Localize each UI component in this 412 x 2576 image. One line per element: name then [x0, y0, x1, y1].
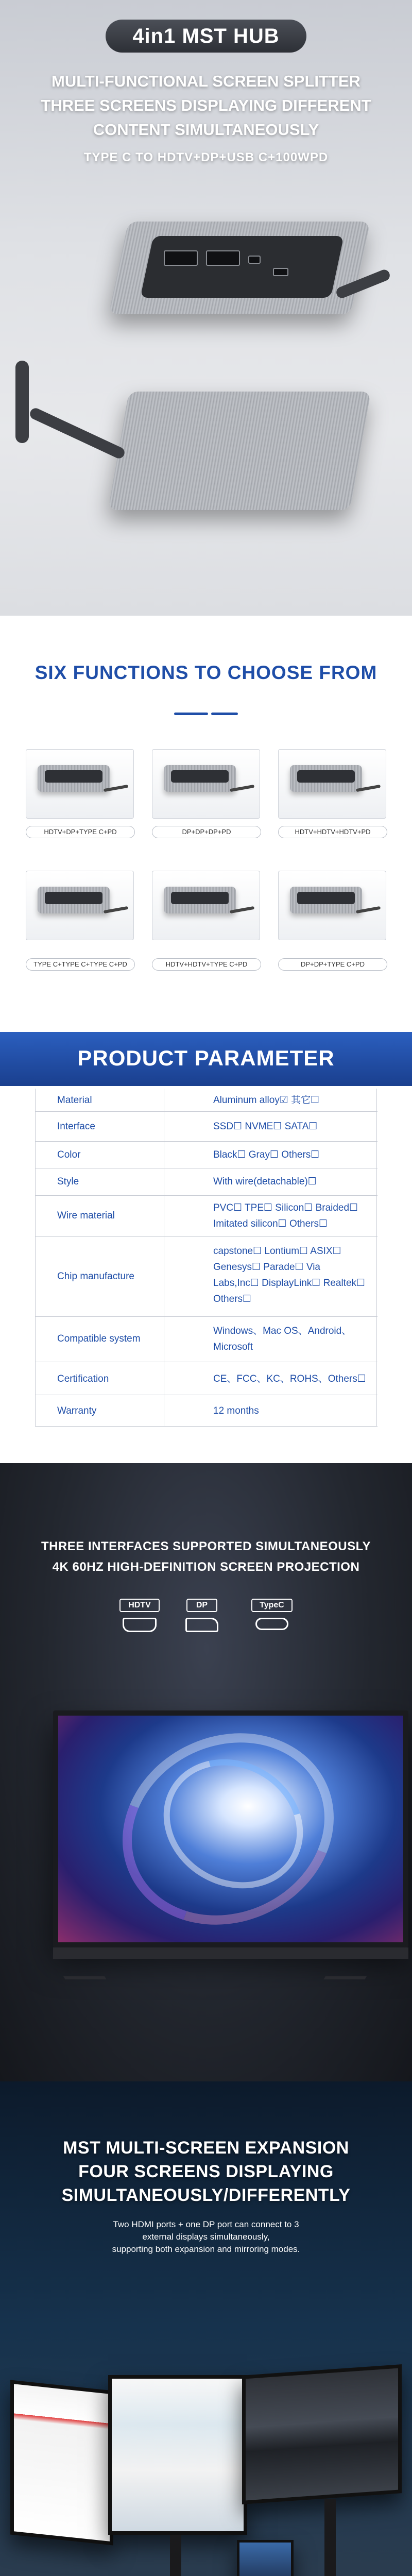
param-key: Certification [57, 1374, 109, 1384]
hdmi-port-icon [123, 1618, 157, 1632]
param-value: SSD☐ NVME☐ SATA☐ [213, 1121, 318, 1132]
function-card-1 [26, 749, 134, 819]
param-key: Style [57, 1176, 79, 1187]
table-row [36, 1142, 377, 1168]
function-card-6 [278, 871, 386, 940]
table-row [36, 1089, 377, 1112]
table-row [36, 1362, 377, 1395]
section-title: PRODUCT PARAMETER [77, 1046, 335, 1070]
interfaces-headline-2: 4K 60HZ HIGH-DEFINITION SCREEN PROJECTION [52, 1560, 360, 1574]
param-value: With wire(detachable)☐ [213, 1176, 317, 1187]
table-row [36, 1168, 377, 1196]
hero-spec-line: TYPE C TO HDTV+DP+USB C+100WPD [83, 150, 329, 164]
function-card-5 [152, 871, 260, 940]
tv-stand-right [323, 1959, 376, 1979]
param-key: Interface [57, 1121, 95, 1132]
hero-headline-1: MULTI-FUNCTIONAL SCREEN SPLITTER [52, 72, 360, 90]
parameter-table [35, 1089, 377, 1427]
mst-description-3: supporting both expansion and mirroring modes. [112, 2244, 300, 2254]
monitor-stand [324, 2499, 336, 2576]
param-value: 12 months [213, 1405, 259, 1416]
monitor-center [108, 2375, 247, 2535]
function-card-2 [152, 749, 260, 819]
hero-headline-2: THREE SCREENS DISPLAYING DIFFERENT [41, 96, 371, 114]
title-underline [174, 713, 208, 715]
param-value: Windows、Mac OS、Android、Microsoft [213, 1326, 352, 1352]
table-row [36, 1317, 377, 1362]
table-row [36, 1237, 377, 1317]
table-row [36, 1112, 377, 1142]
section-title: SIX FUNCTIONS TO CHOOSE FROM [35, 662, 377, 683]
mst-headline-3: SIMULTANEOUSLY/DIFFERENTLY [61, 2185, 351, 2205]
mst-section [0, 2081, 412, 2576]
monitor-right [242, 2364, 402, 2504]
function-label-5: HDTV+HDTV+TYPE C+PD [152, 958, 261, 971]
param-key: Wire material [57, 1210, 115, 1221]
table-row [36, 1196, 377, 1237]
monitor-left [10, 2380, 113, 2545]
table-row [36, 1395, 377, 1427]
badge-dp: DP [186, 1599, 217, 1612]
mst-description-1: Two HDMI ports + one DP port can connect to 3 [113, 2219, 299, 2229]
function-card-3 [278, 749, 386, 819]
badge-hdtv: HDTV [119, 1599, 160, 1612]
mst-description-2: external displays simultaneously, [142, 2232, 270, 2242]
hero-headline-3: CONTENT SIMULTANEOUSLY [93, 121, 319, 139]
badge-typec: TypeC [251, 1599, 293, 1612]
hero-section [0, 0, 412, 616]
param-key: Color [57, 1149, 81, 1160]
function-label-6: DP+DP+TYPE C+PD [278, 958, 387, 971]
function-label-4: TYPE C+TYPE C+TYPE C+PD [26, 958, 135, 971]
param-value: capstone☐ Lontium☐ ASIX☐ Genesys☐ Parade☐ Via Labs,Inc☐ DisplayLink☐ Realtek☐ Others☐ [213, 1246, 366, 1304]
function-label-1: HDTV+DP+TYPE C+PD [26, 826, 135, 838]
laptop [237, 2540, 294, 2576]
title-underline [211, 713, 238, 715]
dp-port-icon [185, 1618, 218, 1632]
function-label-2: DP+DP+DP+PD [152, 826, 261, 838]
three-interfaces-section [0, 1463, 412, 2081]
param-value: PVC☐ TPE☐ Silicon☐ Braided☐ Imitated silicon☐ Others☐ [213, 1202, 358, 1229]
function-card-4 [26, 871, 134, 940]
function-label-3: HDTV+HDTV+HDTV+PD [278, 826, 387, 838]
interfaces-headline-1: THREE INTERFACES SUPPORTED SIMULTANEOUSLY [41, 1539, 371, 1553]
tv-stand-left [53, 1959, 106, 1979]
param-value: CE、FCC、KC、ROHS、Others☐ [213, 1374, 366, 1384]
param-value: Aluminum alloy☑ 其它☐ [213, 1095, 320, 1106]
param-key: Chip manufacture [57, 1271, 134, 1282]
tv-bottom-bezel [53, 1947, 408, 1959]
tv-display [53, 1710, 408, 1947]
mst-headline-2: FOUR SCREENS DISPLAYING [78, 2162, 334, 2181]
param-key: Warranty [57, 1405, 97, 1416]
hero-title: 4in1 MST HUB [106, 20, 306, 53]
param-value: Black☐ Gray☐ Others☐ [213, 1149, 320, 1160]
param-key: Compatible system [57, 1333, 141, 1344]
usb-c-port-icon [255, 1618, 288, 1630]
param-key: Material [57, 1095, 92, 1106]
mst-headline-1: MST MULTI-SCREEN EXPANSION [63, 2138, 349, 2158]
monitor-stand [170, 2535, 181, 2576]
